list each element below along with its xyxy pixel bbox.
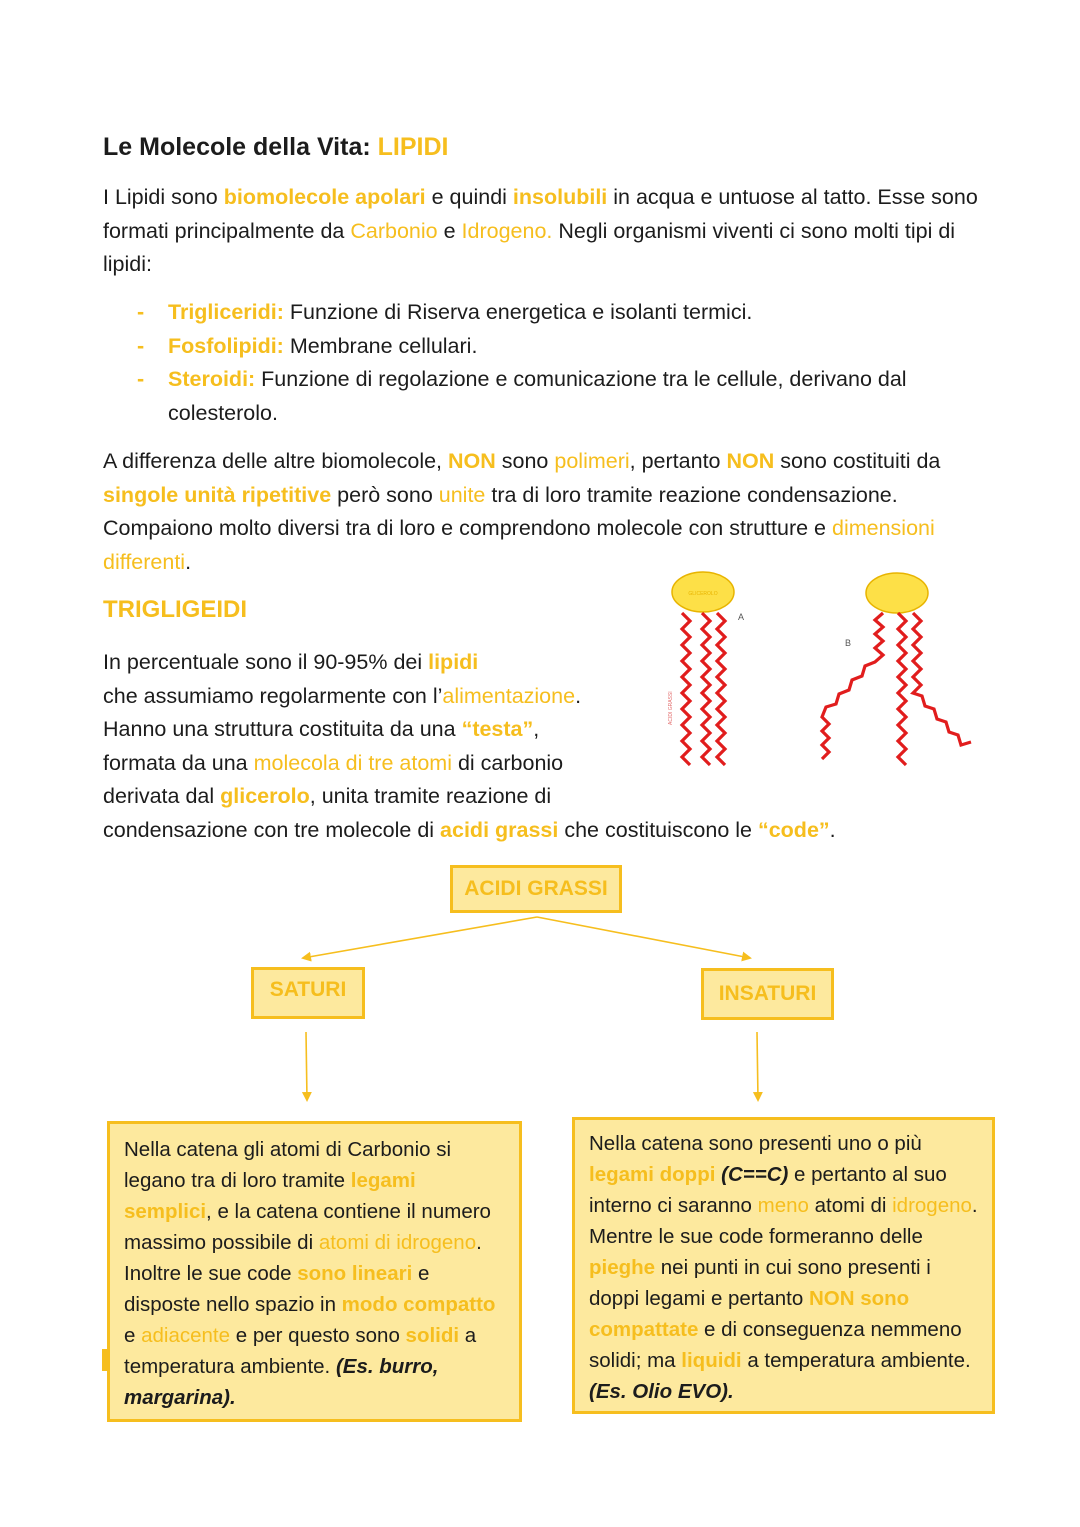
flowchart-saturi-node: SATURI (251, 967, 365, 1019)
lipid-types-list (137, 296, 987, 430)
saturi-info-box: Nella catena gli atomi di Carbonio si legano tra di loro tramite legami semplici, e la catena contiene il numero massimo possibile di atomi di idrogeno. Inoltre le sue code sono lineari e disposte nello spazio in modo compatto e adiacente e per questo sono solidi a temperatura ambiente. (Es. burro, margarina). (107, 1121, 522, 1422)
molecule-illustration (655, 565, 995, 795)
page-title: Le Molecole della Vita: LIPIDI (103, 133, 449, 161)
tail-label: ACIDI GRASSI (668, 691, 674, 725)
arrow-insaturi-down (757, 1032, 758, 1100)
flowchart-root-node: ACIDI GRASSI (450, 865, 622, 913)
fatty-acid-tail-a3 (717, 613, 725, 765)
arrow-saturi-down (306, 1032, 307, 1100)
label-b: B (845, 638, 852, 648)
list-item: - Trigliceridi: Funzione di Riserva energetica e isolanti termici. (137, 300, 753, 324)
title-highlight: LIPIDI (377, 133, 449, 161)
fatty-acid-tail-b1 (822, 613, 883, 759)
label-a: A (738, 612, 745, 622)
list-item: - Steroidi: Funzione di regolazione e comunicazione tra le cellule, derivano dal colesterolo. (137, 367, 907, 425)
triglycerides-paragraph: In percentuale sono il 90-95% dei lipidi che assumiamo regolarmente con l’alimentazione. Hanno una struttura costituita da una “testa”, formata da una molecola di tre atomi di carbonio derivata dal glicerolo, unita tramite reazione di condensazione con tre molecole di acidi grassi che costituiscono le “code”. (103, 650, 836, 842)
flowchart-insaturi-node: INSATURI (701, 968, 834, 1020)
difference-paragraph: A differenza delle altre biomolecole, NON sono polimeri, pertanto NON sono costituiti da singole unità ripetitive però sono unite tra di loro tramite reazione condensazione. Compaiono molto diversi tra di loro e comprendono molecole con strutture e dimensioni differenti. (103, 449, 941, 574)
insaturi-info-box: Nella catena sono presenti uno o più legami doppi (C==C) e pertanto al suo interno ci saranno meno atomi di idrogeno. Mentre le sue code formeranno delle pieghe nei punti in cui sono presenti i doppi legami e pertanto NON sono compattate e di conseguenza nemmeno solidi; ma liquidi a temperatura ambiente. (Es. Olio EVO). (572, 1117, 995, 1414)
arrow-to-insaturi (537, 917, 750, 958)
section-heading: TRIGLIGEIDI (103, 596, 247, 623)
fatty-acid-tail-b3 (913, 613, 971, 745)
glycerol-head-label: GLICEROLO (688, 591, 718, 597)
triglyceride-molecule-diagram (655, 565, 995, 795)
fatty-acid-tail-b2 (898, 613, 906, 765)
arrow-to-saturi (303, 917, 537, 958)
fatty-acid-tail-a1 (682, 613, 690, 765)
fatty-acid-tail-a2 (702, 613, 710, 765)
list-item: - Fosfolipidi: Membrane cellulari. (137, 333, 478, 358)
glycerol-head-b (866, 573, 928, 613)
intro-paragraph: I Lipidi sono biomolecole apolari e quindi insolubili in acqua e untuose al tatto. Esse sono formati principalmente da Carbonio e Idrogeno. Negli organismi viventi ci sono molti tipi di lipidi: (103, 185, 978, 276)
